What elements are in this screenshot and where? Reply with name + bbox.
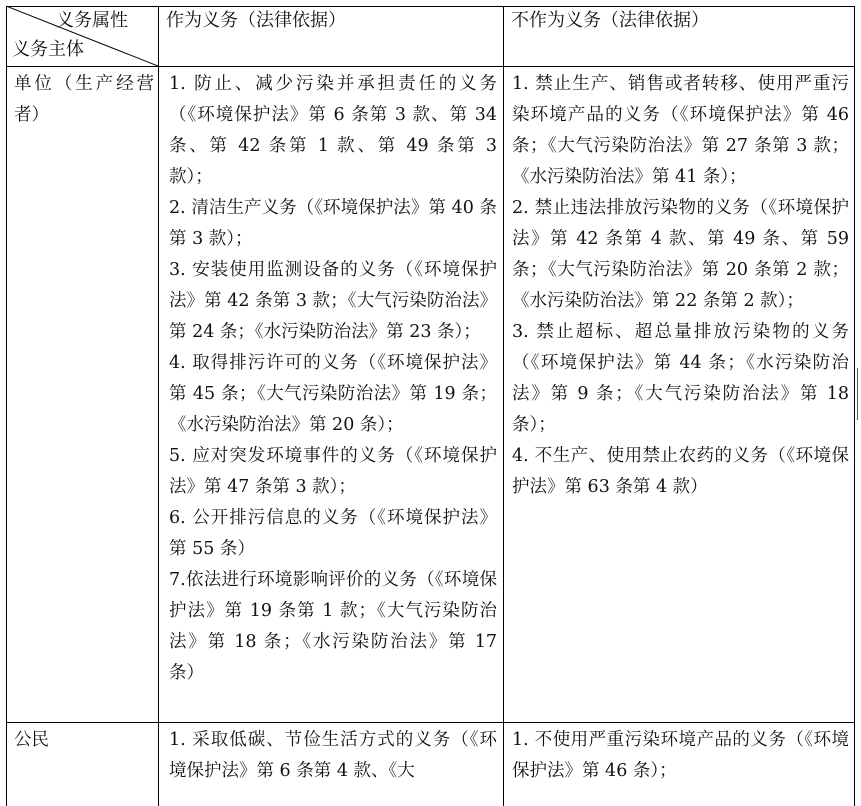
list-item: 2. 禁止违法排放污染物的义务（《环境保护法》第 42 条第 4 款、第 49 条、第 59 条；《大气污染防治法》第 20 条第 2 款；《水污染防治法》第 22 条第 2 款）；	[512, 198, 849, 311]
list-item: 4. 取得排污许可的义务（《环境保护法》第 45 条；《大气污染防治法》第 19 条；《水污染防治法》第 20 条）；	[169, 353, 497, 435]
subject-citizen: 公民	[14, 730, 49, 750]
list-item: 5. 应对突发环境事件的义务（《环境保护法》第 47 条第 3 款）；	[169, 446, 497, 497]
list-item: 1. 不使用严重污染环境产品的义务（《环境保护法》第 46 条）；	[512, 730, 849, 781]
header-act-obligation: 作为义务（法律依据）	[166, 10, 346, 31]
citizen-act-obligations	[169, 725, 497, 787]
list-item: 3. 安装使用监测设备的义务（《环境保护法》第 42 条第 3 款；《大气污染防治法》第 24 条；《水污染防治法》第 23 条）；	[169, 260, 497, 342]
unit-omission-obligations	[512, 69, 849, 503]
unit-act-obligations	[169, 69, 497, 689]
list-item: 3. 禁止超标、超总量排放污染物的义务（《环境保护法》第 44 条；《水污染防治法》第 9 条；《大气污染防治法》第 18 条）；	[512, 322, 849, 435]
table-border-right	[854, 6, 855, 806]
citizen-omission-obligations	[512, 725, 849, 787]
list-item: 2. 清洁生产义务（《环境保护法》第 40 条第 3 款）；	[169, 198, 497, 249]
list-item: 1. 采取低碳、节俭生活方式的义务（《环境保护法》第 6 条第 4 款、《大	[169, 730, 497, 781]
obligation-table	[6, 6, 855, 806]
list-item: 1. 禁止生产、销售或者转移、使用严重污染环境产品的义务（《环境保护法》第 46 条；《大气污染防治法》第 27 条第 3 款；《水污染防治法》第 41 条）；	[512, 74, 849, 187]
list-item: 7.依法进行环境影响评价的义务（《环境保护法》第 19 条第 1 款；《大气污染防治法》第 18 条；《水污染防治法》第 17 条）	[169, 570, 497, 683]
header-subject-label: 义务主体	[12, 39, 84, 60]
list-item: 4. 不生产、使用禁止农药的义务（《环境保护法》第 63 条第 4 款）	[512, 446, 849, 497]
header-divider	[6, 66, 855, 67]
list-item: 1. 防止、减少污染并承担责任的义务（《环境保护法》第 6 条第 3 款、第 34 条、第 42 条第 1 款、第 49 条第 3 款）；	[169, 74, 497, 187]
subject-unit: 单位（生产经营者）	[14, 74, 154, 125]
list-item: 6. 公开排污信息的义务（《环境保护法》第 55 条）	[169, 508, 497, 559]
header-attribute-label: 义务属性	[56, 10, 128, 31]
table-border-left	[6, 6, 7, 806]
column-divider-1	[158, 6, 159, 806]
row-divider	[6, 722, 855, 723]
header-omission-obligation: 不作为义务（法律依据）	[511, 10, 709, 31]
scrollbar-thumb[interactable]	[857, 368, 858, 420]
column-divider-2	[503, 6, 504, 806]
